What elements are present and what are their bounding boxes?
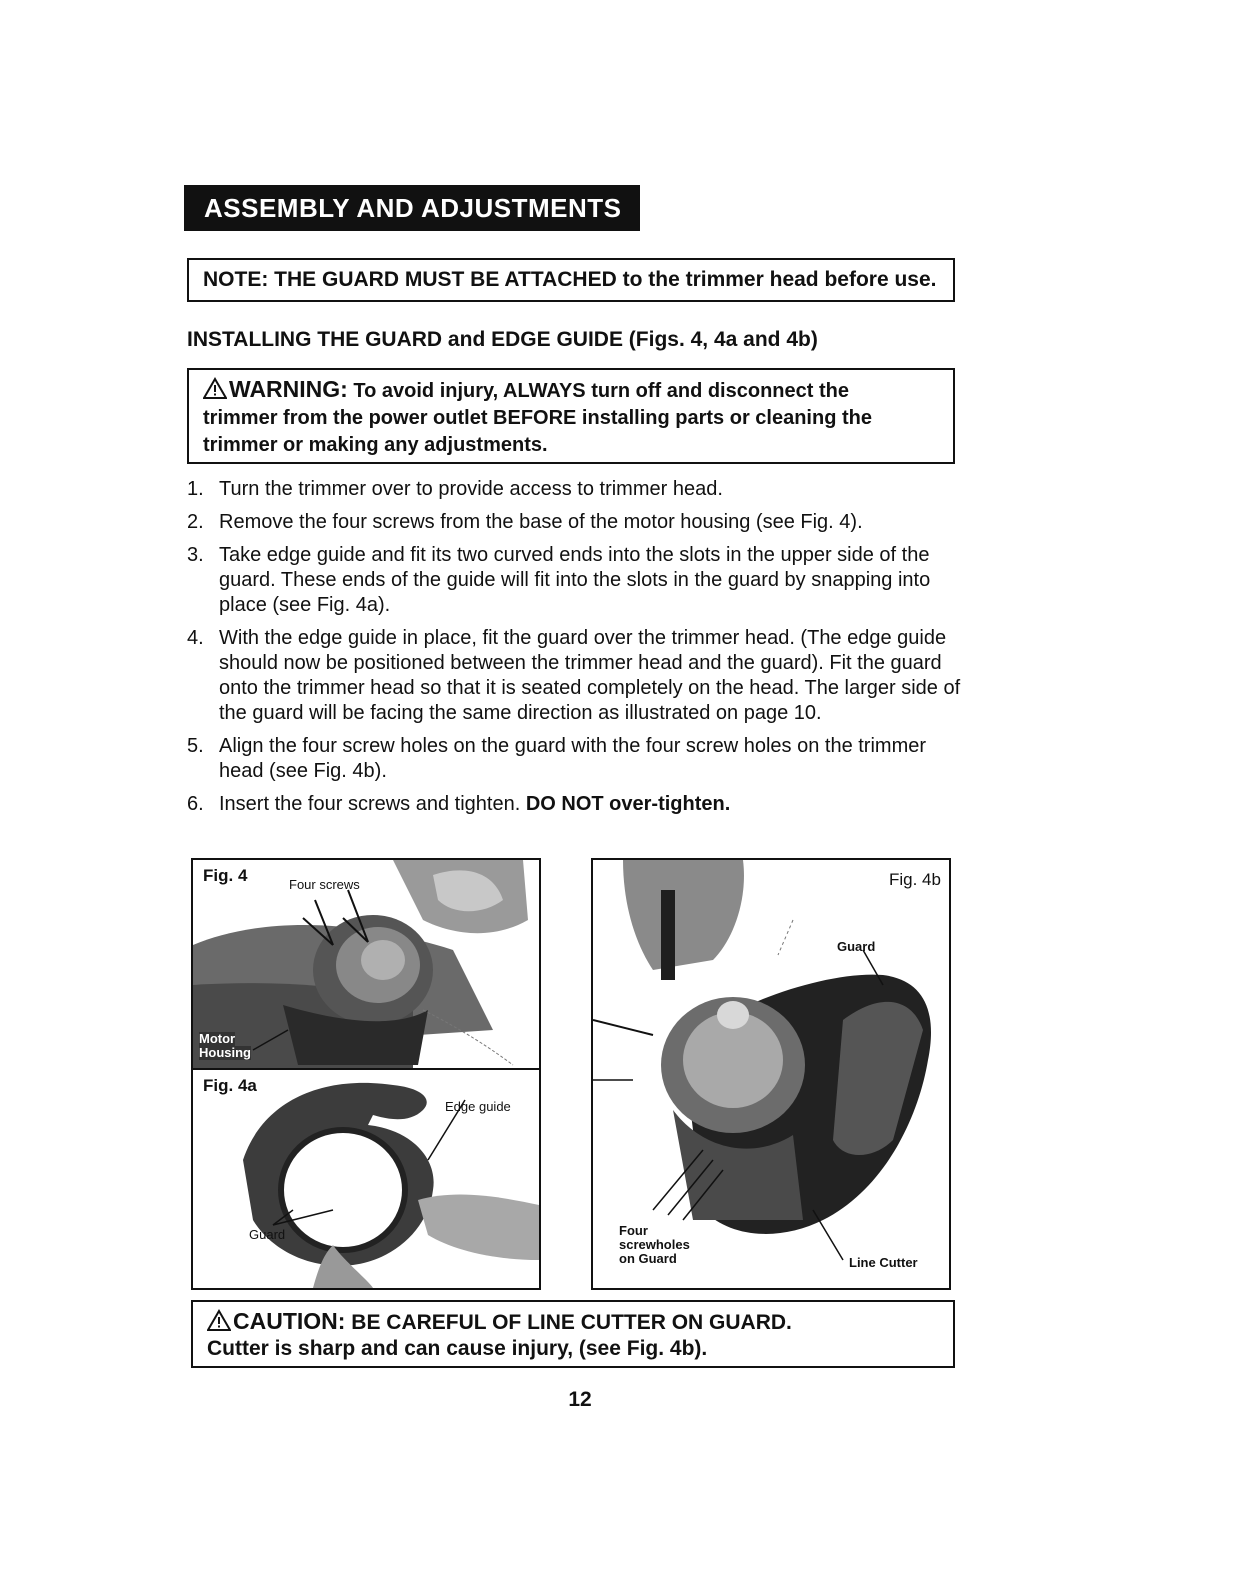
guard-callout: Guard <box>837 939 876 954</box>
note-box <box>187 258 955 302</box>
step-text: Align the four screw holes on the guard with the four screw holes on the trimmer head (see Fig. 4b). <box>219 735 927 782</box>
warning-triangle-icon <box>207 1309 231 1331</box>
figure-4b-label: Fig. 4b <box>889 870 941 889</box>
step-item <box>187 626 962 726</box>
caution-label: CAUTION: <box>233 1308 346 1334</box>
section-heading: INSTALLING THE GUARD and EDGE GUIDE (Figs. 4, 4a and 4b) <box>187 328 818 351</box>
step-item <box>187 477 962 502</box>
figure-4-label: Fig. 4 <box>203 866 248 885</box>
screwholes-callout-line-1: Four <box>619 1223 648 1238</box>
note-label: NOTE: <box>203 268 269 291</box>
caution-text-line-2: Cutter is sharp and can cause injury, (see Fig. 4b). <box>207 1337 708 1360</box>
screwholes-callout-line-2: screwholes <box>619 1237 690 1252</box>
step-text: Remove the four screws from the base of the motor housing (see Fig. 4). <box>219 511 863 533</box>
motor-housing-callout-line-2: Housing <box>199 1045 251 1060</box>
page-number: 12 <box>568 1388 592 1411</box>
figure-4-and-4a <box>191 858 541 1290</box>
step-item <box>187 543 962 618</box>
caution-box <box>191 1300 955 1368</box>
step-number: 1. <box>187 478 204 500</box>
step-item <box>187 792 962 817</box>
step-text: Turn the trimmer over to provide access to trimmer head. <box>219 478 723 500</box>
step-item <box>187 510 962 535</box>
four-screws-callout: Four screws <box>289 877 360 892</box>
warning-triangle-icon <box>203 377 227 399</box>
warning-text-line-1: To avoid injury, ALWAYS turn off and disconnect the <box>353 380 849 402</box>
figure-4a-label: Fig. 4a <box>203 1076 257 1095</box>
step-item <box>187 734 962 784</box>
step-text <box>219 792 962 817</box>
step-6-text: Insert the four screws and tighten. <box>219 793 521 815</box>
figure-4b <box>591 858 951 1290</box>
screwholes-callout-line-3: on Guard <box>619 1251 677 1266</box>
line-cutter-callout: Line Cutter <box>849 1255 918 1270</box>
figure-divider <box>193 1068 539 1070</box>
step-number: 3. <box>187 544 204 566</box>
step-number: 4. <box>187 627 204 649</box>
guard-callout: Guard <box>249 1227 286 1242</box>
warning-label: WARNING: <box>229 376 348 402</box>
warning-text-line-3: trimmer or making any adjustments. <box>203 434 548 456</box>
step-number: 6. <box>187 793 204 815</box>
step-6-emphasis: DO NOT over-tighten. <box>525 793 731 815</box>
instruction-steps <box>187 477 962 825</box>
edge-guide-callout: Edge guide <box>445 1099 511 1114</box>
step-number: 5. <box>187 735 204 757</box>
motor-housing-callout-line-1: Motor <box>199 1031 236 1046</box>
step-text: Take edge guide and fit its two curved ends into the slots in the upper side of the guard. These ends of the guide will fit into the slots in the guard by snapping into place (see Fig. 4a). <box>219 544 931 616</box>
warning-box <box>187 368 955 464</box>
note-text: THE GUARD MUST BE ATTACHED to the trimmer head before use. <box>274 268 937 291</box>
section-header: ASSEMBLY AND ADJUSTMENTS <box>184 185 640 231</box>
step-number: 2. <box>187 511 204 533</box>
step-text: With the edge guide in place, fit the guard over the trimmer head. (The edge guide should now be positioned between the trimmer head and the guard). Fit the guard onto the trimmer head so that it is seated completely on the head. The larger side of the guard will be facing the same direction as illustrated on page 10. <box>219 627 961 724</box>
warning-text-line-2: trimmer from the power outlet BEFORE installing parts or cleaning the <box>203 407 872 429</box>
figure-4-illustration <box>193 860 539 1288</box>
caution-text-line-1: BE CAREFUL OF LINE CUTTER ON GUARD. <box>351 1311 792 1334</box>
